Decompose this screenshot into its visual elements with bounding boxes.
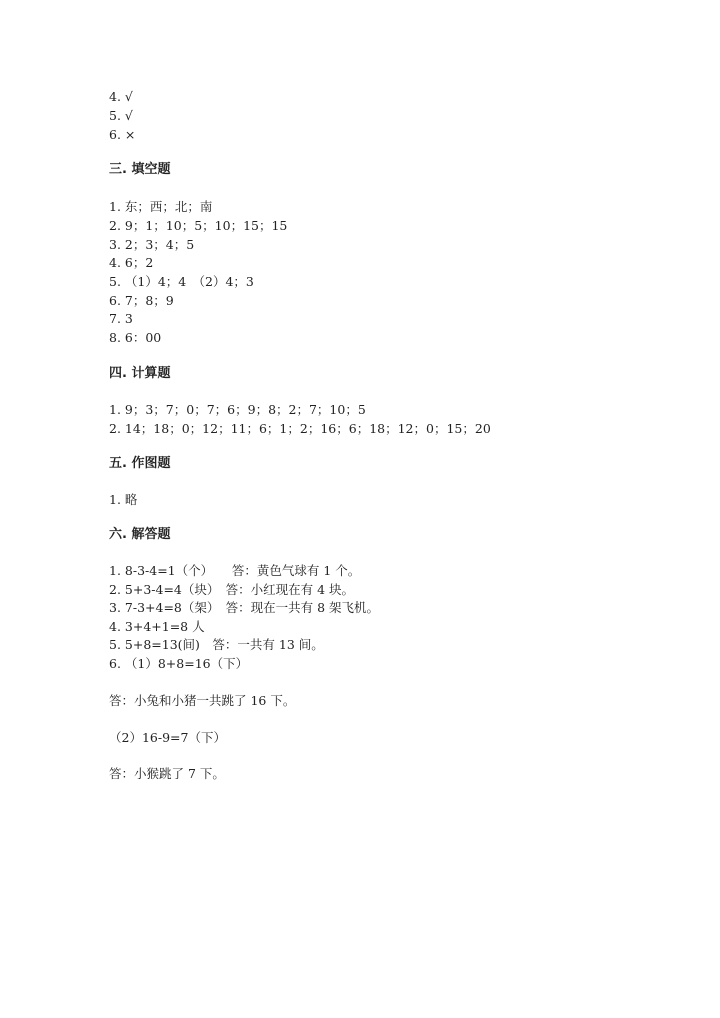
answer-line: 2. 9；1；10；5；10；15；15 [109, 218, 288, 233]
answer-line: 3. 2；3；4；5 [109, 237, 195, 252]
answer-line: 1. 9；3；7；0；7；6；9；8；2；7；10；5 [109, 402, 366, 417]
section-heading-drawing: 五. 作图题 [109, 456, 171, 471]
answer-line: 5. （1）4；4 （2）4；3 [109, 274, 254, 289]
section-heading-calculation: 四. 计算题 [109, 366, 171, 381]
answer-line: 4. √ [109, 89, 133, 104]
answer-line: 4. 6；2 [109, 255, 154, 270]
answer-line: 5. 5+8=13(间) 答：一共有 13 间。 [109, 637, 324, 652]
answer-line: 3. 7-3+4=8（架） 答：现在一共有 8 架飞机。 [109, 600, 380, 615]
answer-line: 2. 5+3-4=4（块） 答：小红现在有 4 块。 [109, 582, 355, 597]
answer-line: 答：小兔和小猪一共跳了 16 下。 [109, 693, 296, 708]
answer-line: 答：小猴跳了 7 下。 [109, 766, 225, 781]
answer-line: 6. × [109, 127, 136, 142]
answer-line: 5. √ [109, 108, 133, 123]
answer-line: 1. 略 [109, 492, 138, 507]
answer-line: 1. 东；西；北；南 [109, 199, 213, 214]
section-heading-fill-blank: 三. 填空题 [109, 162, 171, 177]
answer-line: 6. （1）8+8=16（下） [109, 656, 249, 671]
answer-line: （2）16-9=7（下） [109, 730, 226, 745]
answer-line: 7. 3 [109, 311, 133, 326]
answer-line: 8. 6：00 [109, 330, 162, 345]
section-heading-word-problems: 六. 解答题 [109, 527, 171, 542]
answer-line: 1. 8-3-4=1（个） 答：黄色气球有 1 个。 [109, 563, 361, 578]
answer-line: 4. 3+4+1=8 人 [109, 619, 205, 634]
answer-line: 6. 7；8；9 [109, 293, 174, 308]
answer-line: 2. 14；18；0；12；11；6；1；2；16；6；18；12；0；15；20 [109, 421, 491, 436]
